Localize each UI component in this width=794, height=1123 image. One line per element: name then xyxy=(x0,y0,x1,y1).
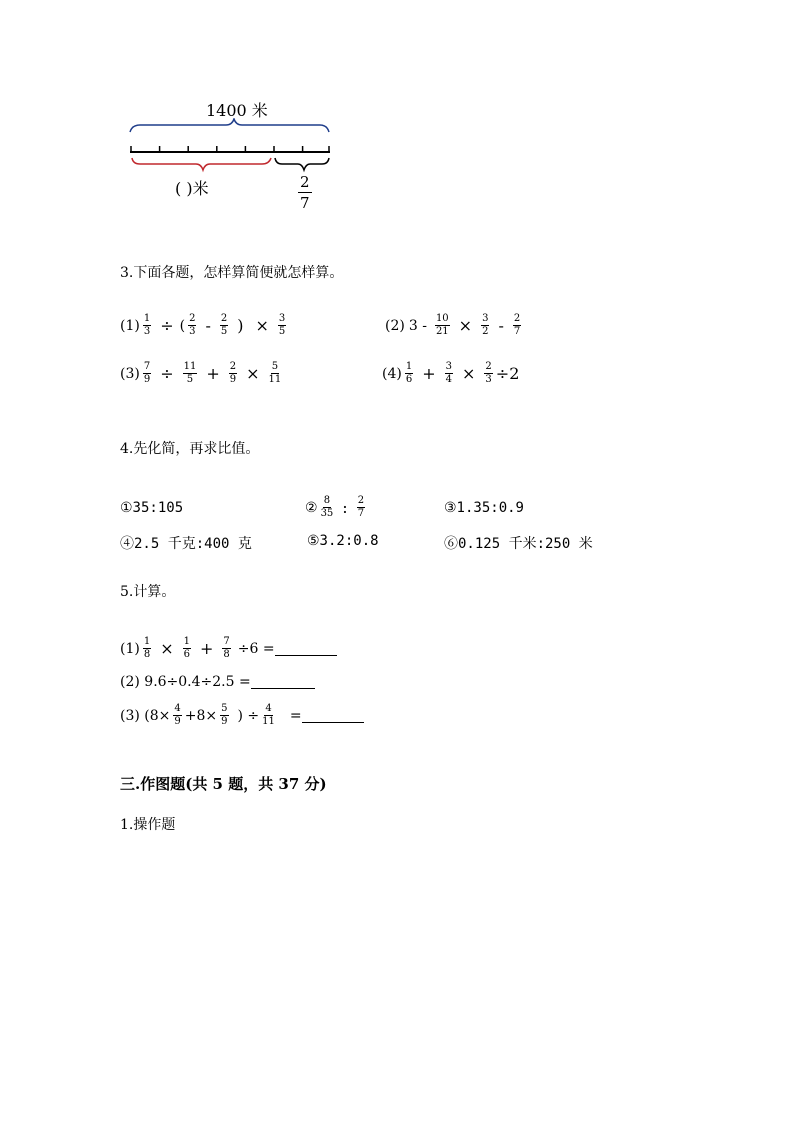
fraction-brace xyxy=(275,158,329,170)
q5-problem-3: (3) (8× $\frac{4}{9}$ +8× $\frac{5}{9}$ ) ÷ $\frac{4}{11}$ = xyxy=(120,704,364,727)
fraction: $\frac{4}{9}$ xyxy=(174,703,181,727)
answer-blank[interactable] xyxy=(251,675,315,689)
fraction: $\frac{2}{5}$ xyxy=(220,313,228,337)
fraction: $\frac{2}{9}$ xyxy=(229,361,237,385)
q3-problem-2: (2) 3 - $\frac{10}{21}$ × $\frac{3}{2}$ - $\frac{2}{7}$ xyxy=(385,313,521,337)
fraction: $\frac{3}{5}$ xyxy=(278,313,286,337)
q5-title: 5.计算。 xyxy=(120,584,176,600)
fraction: $\frac{2}{3}$ xyxy=(189,313,196,337)
answer-blank[interactable] xyxy=(275,642,337,656)
answer-blank[interactable] xyxy=(302,709,364,723)
fraction: $\frac{8}{35}$ xyxy=(320,495,334,519)
fraction: $\frac{2}{3}$ xyxy=(485,361,492,385)
q5-problem-2: (2) 9.6÷0.4÷2.5 = xyxy=(120,674,315,690)
fraction: $\frac{7}{8}$ xyxy=(223,636,230,660)
total-brace xyxy=(130,119,329,132)
q4-item-3: ③1.35:0.9 xyxy=(444,500,524,516)
fraction: $\frac{3}{2}$ xyxy=(482,313,489,337)
q4-item-4: ④2.5 千克:400 克 xyxy=(120,536,252,552)
fraction: $\frac{1}{6}$ xyxy=(183,636,190,660)
total-length-label: 1400 米 xyxy=(206,101,268,120)
diagram-fraction xyxy=(298,175,312,211)
q3-p4-label: (4) xyxy=(382,365,402,382)
q3-p1-label: (1) xyxy=(120,317,140,334)
fraction: $\frac{3}{4}$ xyxy=(445,361,452,385)
fraction: $\frac{4}{11}$ xyxy=(262,703,275,727)
q3-problem-4: (4) $\frac{1}{6}$ + $\frac{3}{4}$ × $\frac{2}{3}$ ÷2 xyxy=(382,361,520,385)
diagram-fraction-den: 7 xyxy=(300,194,310,212)
q4-item-1: ①35:105 xyxy=(120,500,184,516)
sub-1-title: 1.操作题 xyxy=(120,817,176,833)
fraction: $\frac{5}{11}$ xyxy=(268,361,282,385)
fraction: $\frac{2}{7}$ xyxy=(357,495,365,519)
fraction: $\frac{7}{9}$ xyxy=(143,361,151,385)
fraction: $\frac{1}{8}$ xyxy=(143,636,151,660)
q4-title: 4.先化简，再求比值。 xyxy=(120,441,260,457)
q4-item-5: ⑤3.2:0.8 xyxy=(307,533,379,549)
unknown-length-label: ( )米 xyxy=(175,179,209,198)
section-3-title: 三.作图题(共 5 题，共 37 分) xyxy=(120,775,327,793)
fraction: $\frac{2}{7}$ xyxy=(513,313,521,337)
q3-problem-3: (3) $\frac{7}{9}$ ÷ $\frac{11}{5}$ + $\frac{2}{9}$ × $\frac{5}{11}$ xyxy=(120,361,282,385)
q3-p2-label: (2) xyxy=(385,317,405,334)
unknown-brace xyxy=(132,158,271,170)
q3-problem-1: (1) $\frac{1}{3}$ ÷ ( $\frac{2}{3}$ - $\frac{2}{5}$ ) × $\frac{3}{5}$ xyxy=(120,313,286,337)
fraction: $\frac{1}{6}$ xyxy=(405,361,413,385)
fraction: $\frac{5}{9}$ xyxy=(221,703,228,727)
q3-p3-label: (3) xyxy=(120,365,140,382)
diagram-fraction-num: 2 xyxy=(300,173,310,191)
q4-item-2: ② $\frac{8}{35}$ : $\frac{2}{7}$ xyxy=(305,495,365,519)
fraction: $\frac{10}{21}$ xyxy=(435,313,449,337)
q3-title: 3.下面各题，怎样算简便就怎样算。 xyxy=(120,265,344,281)
q4-item-6: ⑥0.125 千米:250 米 xyxy=(444,536,593,552)
fraction: $\frac{1}{3}$ xyxy=(143,313,151,337)
fraction: $\frac{11}{5}$ xyxy=(183,361,197,385)
q5-problem-1: (1) $\frac{1}{8}$ × $\frac{1}{6}$ + $\frac{7}{8}$ ÷6 = xyxy=(120,637,337,660)
segment-diagram xyxy=(120,118,340,178)
